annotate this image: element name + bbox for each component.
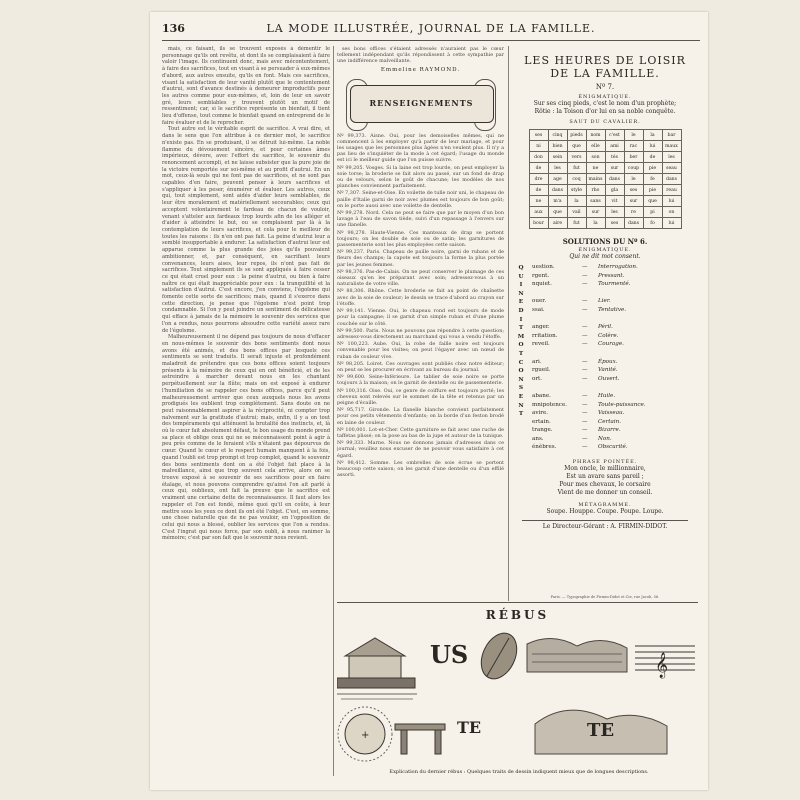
cloud-band-icon: [527, 638, 627, 672]
solution-dash: —: [582, 427, 588, 434]
knight-tour-label: SAUT DU CAVALIER.: [569, 119, 641, 125]
solution-dash: —: [582, 367, 588, 374]
phrase-line: Vient de me donner un conseil.: [557, 489, 653, 497]
answer-paragraph: Nº 7,307. Seine-et-Oise. En voilette de tulle noir uni, le chapeau de paille d'Italie garni de noir avec plumes est toujours de bon goût; on le porte aussi avec une voilette de dentelle.: [337, 190, 504, 209]
answer-paragraph: Nº 100,316. Oise. Oui, ce genre de coiffure est toujours porté; les cheveux sont relevés sur le sommet de la tête et retenus par un peigne d'écaille.: [337, 387, 504, 406]
solution-row: [512, 341, 698, 350]
rebus-caption: Explication du dernier rébus : Quelques traits de dessin indiquent mieux que de longues descriptions.: [389, 769, 649, 775]
answer-paragraph: Nº 88,306. Rhône. Cette broderie se fait au point de chaînette avec de la soie de couleur; le dessin se trace d'abord au crayon sur l'étoffe.: [337, 288, 504, 307]
grid-cell: de: [643, 152, 662, 163]
grid-cell: seau: [662, 163, 681, 174]
solution-meaning: Toute-puissance.: [598, 401, 646, 408]
acrostic-letter: E: [518, 393, 524, 400]
essay-paragraph: Malheureusement il ne dépend pas toujours de nous d'effacer en nous-mêmes le souvenir des bons sentiments dont nous avons été animés, et des bons offices par lesquels ces sentiments se sont traduits. Il serait injuste et profondément maladroit de prétendre que ces bons offices soient toujours présents à la mémoire de ceux qui en ont bénéficié, et de les astreindre à marcher devant nous en les chantant perpétuellement sur la flûte; mais on est exposé à endurer l'humiliation de se rappeler ces bons offices, parce qu'il peut malheureusement arriver que ceux auxquels nous les avons prodigués les oublient trop complètement. Sans doute on ne peut raisonnablement aspirer à la réciprocité, ni compter trop naïvement sur la gratitude d'autrui; mais, enfin, il y a on tout des tempéraments qui atténuent la brutalité des instincts, et, là où le cœur fait absolument défaut, le bon usage du monde prend sa place et oblige ceux qui ne se méconnaissent point à agir à peu près comme de le feraient s'ils n'étaient pas dépourvus de cœur. Quand le cœur et le respect humain manquent à la fois, quand l'oubli est trop prompt et trop complet, quand le souvenir des bons sentiments dont on a été l'objet fait place à la malveillance, ainsi que trop souvent cela arrive, alors on se trouve exposé à se souvenir de ses sacrifices pour en faire étalage, et nous pouvons comprendre qu'ainsi l'on ait parlé à ceux qui, oublieux, ont fait la preuve que le sacrifice est vraiment une certaine dette de reconnaissance. Il faut alors les rappeler et l'on est fondé, même quoi qu'il en coûte, à leur mettre sous les yeux ce dont ils ont été l'objet. C'est, en somme, une chose naturelle que de ne pas vouloir, en l'opposition de celui qui nous a blessé, oublier les services que l'on a rendus. C'est l'ingrat qui nous force, par son oubli, à nous ranimer la mémoire; c'est par son fait que le souvenir nous revient.: [162, 334, 330, 542]
solution-meaning: Colère.: [598, 332, 619, 339]
grid-cell: cinq: [548, 130, 567, 141]
grid-cell: pie: [643, 185, 662, 196]
grid-cell: on: [662, 207, 681, 218]
metagram-label: MÉTAGRAMME.: [578, 502, 632, 509]
solution-row: [512, 273, 698, 282]
acrostic-letter: S: [518, 385, 524, 392]
enigma-verse-1: Sur ses cinq pieds, c'est le nom d'un prophète;: [533, 100, 677, 107]
answer-paragraph: Nº 99,373. Aisne. Oui, pour les demoiselles mêmes, qui ne commencent à les employer qu'à partir de leur mariage, et pour les usages que les personnes plus âgées n'en veulent plus. Il n'y a pas lieu de s'inquiéter de la mode à cet égard; l'usage du monde est ici le meilleur guide que l'on puisse suivre.: [337, 132, 504, 164]
essay-paragraph: mais, ce faisant, ils se trouvent exposés à démentir le personnage qu'ils ont revêtu, et dont ils se complaisaient à faire valoir l'image. Ils continuent donc, mais avec mécontentement, à faire des sacrifices, tout en visant à se persuader à eux-mêmes d'abord, aux autres ensuite, qu'ils en font. Mais ces sacrifices, visant la satisfaction de leur vanité plutôt que le contentement d'autrui, sont d'avance destinés à demeurer improductifs pour les autres comme pour eux-mêmes, et, loin de leur en savoir gré, leurs semblables y trouvent plutôt un motif de ressentiment; car, si le sacrifice représente un bienfait, il tient lieu d'offense, tout comme le bienfait quand on entreprend de le faire évaluer et de le reprocher.: [162, 46, 330, 126]
acrostic-letter: N: [518, 376, 524, 383]
grid-cell: sein: [548, 152, 567, 163]
grid-cell: les: [662, 152, 681, 163]
grid-cell: coq: [567, 174, 586, 185]
grid-cell: ses: [624, 185, 643, 196]
solution-row: [512, 333, 698, 342]
solution-word: énèbres.: [532, 444, 557, 451]
grid-cell: don: [529, 152, 548, 163]
essay-paragraph: Tout autre est le véritable esprit de sacrifice. A vrai dire, et dans le sens que l'on attribue à ce dernier mot, le sacrifice n'existe pas. En se produisant, il se détruit lui-même. La noble flamme du dévouement sincère, et pour certaines âmes impérieux, dévore, avec l'effort du sacrifice, le souvenir du renoncement accompli, et ne laisse subsister que la pure joie de la victoire remportée sur soi-même et au profit d'autrui. En un mot, ceux-là seuls qui ne font pas de sacrifices, et ne sont pas capables d'en faire, peuvent penser à leurs sacrifices et s'appliquer à les peser, énumérer et évaluer. Les autres, ceux qui, tout simplement, sont aidés d'aider leurs semblables, de leur être moralement et matériellement secourables; ceux qui acceptent volontairement le fardeau de chacun de vouloir, venant s'atteler aux fardeaux trop lourds afin de les alléger et d'aider à atteindre le but, ou se complaisent par là à la contemplation de leurs sacrifices, et cela pour le meilleur de toutes les raisons : ils n'en ont pas fait. La peine d'autrui leur a semblé insupportable à endurer. La satisfaction d'autrui leur est apparue comme la plus grande des joies qu'ils pouvaient ambitionner, et, par conséquent, en sacrifiant leurs convenances, leurs aises, leur repos, ils n'ont pas fait de sacrifices. Tout simplement ils se sont appliqués à faire cesser ce qui était cruel pour eux : la peine d'autrui, ou bien à faire naître ce qui était inappréciable pour eux : la tranquillité et la satisfaction d'autrui. C'est encore, j'en conviens, l'égoïsme qui fomente cette sorte de sacrifices; mais, quand il s'exerce dans cette direction, je pense que l'égoïsme n'est point trop condamnable. Si l'on y peut joindre un sentiment de délicatesse qui efface à jamais de la mémoire le souvenir des services que l'on a rendus, nous pourrons absoudre cette variété assez rare de l'égoïsme.: [162, 126, 330, 334]
solution-meaning: Vanité.: [598, 367, 618, 374]
grid-cell: pieds: [567, 130, 586, 141]
solution-word: ort.: [532, 375, 543, 382]
grid-cell: son: [586, 152, 605, 163]
grid-cell: bour: [529, 218, 548, 229]
grid-row: [529, 174, 681, 185]
renseignements-list: [337, 133, 504, 479]
header-rule: [162, 40, 700, 41]
grid-cell: bar: [662, 130, 681, 141]
bench-icon: [395, 724, 445, 754]
solution-row: [512, 359, 698, 368]
acrostic-letter: N: [518, 290, 524, 297]
grid-cell: que: [567, 141, 586, 152]
grid-cell: tés: [605, 152, 624, 163]
loisirs-title: [512, 54, 698, 80]
solution-word: rgueil.: [532, 367, 551, 374]
solution-dash: —: [582, 401, 588, 408]
acrostic-letter: C: [518, 359, 524, 366]
grid-cell: lui: [643, 141, 662, 152]
solution-row: [512, 324, 698, 333]
solution-word: ans.: [532, 435, 544, 442]
grid-cell: pi: [643, 207, 662, 218]
raft-house-icon: [337, 638, 417, 699]
renseignements-title: RENSEIGNEMENTS: [369, 97, 474, 108]
grid-cell: ne: [586, 163, 605, 174]
solutions-label: ÉNIGMATIQUE.: [578, 247, 632, 253]
page-number: 136: [162, 22, 185, 35]
rebus-word-te-2: TE: [587, 720, 615, 741]
solution-row: [512, 281, 698, 290]
solution-dash: —: [582, 298, 588, 305]
answer-paragraph: Nº 99,600. Seine-Inférieure. Le tablier de soie noire se porte toujours à la maison; on le garnit de dentelle ou de passementerie.: [337, 374, 504, 387]
grid-cell: coup: [624, 163, 643, 174]
solution-word: anger.: [532, 324, 550, 331]
grid-cell: ses: [605, 218, 624, 229]
solution-dash: —: [582, 392, 588, 399]
solution-word: abane.: [532, 392, 551, 399]
director-name: Le Directeur-Gérant : A. FIRMIN-DIDOT.: [542, 523, 668, 531]
grid-row: [529, 196, 681, 207]
grid-cell: ber: [624, 152, 643, 163]
solution-word: reveil.: [532, 341, 550, 348]
solution-row: [512, 384, 698, 393]
grid-cell: rho: [586, 185, 605, 196]
answer-paragraph: Nº 99,278. Nord. Cela ne peut se faire que par le moyen d'un bon lavage à l'eau de savon tiède, suivi d'un repassage à l'envers sur une flanelle.: [337, 210, 504, 229]
svg-text:+: +: [361, 730, 370, 741]
grid-cell: vers: [567, 152, 586, 163]
solution-meaning: Bizarre.: [598, 427, 621, 434]
grid-row: [529, 141, 681, 152]
grid-cell: ne: [529, 196, 548, 207]
solution-meaning: Certain.: [598, 418, 622, 425]
solution-word: rritation.: [532, 332, 558, 339]
acrostic-letter: O: [518, 368, 524, 375]
phrase-line: Mon oncle, le millionnaire,: [564, 465, 646, 473]
solution-row: [512, 444, 698, 453]
grid-cell: m'a: [548, 196, 567, 207]
answer-paragraph: Nº 100,223. Aube. Oui, la robe de faille noire est toujours convenable pour les visites; on peut l'égayer avec un nœud de ruban de couleur vive.: [337, 341, 504, 360]
grid-cell: de: [529, 185, 548, 196]
grid-cell: que: [643, 196, 662, 207]
grid-cell: le: [624, 130, 643, 141]
grid-cell: de: [529, 163, 548, 174]
solution-dash: —: [582, 341, 588, 348]
enigma-verse-2: Rôtie : la Toison d'or lui en sa noble conquête.: [534, 108, 676, 115]
grid-cell: que: [548, 207, 567, 218]
grid-row: [529, 152, 681, 163]
grid-cell: sans: [586, 196, 605, 207]
rebus-drawing: [337, 624, 698, 764]
solution-row: [512, 307, 698, 316]
rebus-word-us: US: [430, 640, 469, 669]
solution-meaning: Péril.: [598, 324, 613, 331]
author-signature: Emmeline RAYMOND.: [380, 66, 461, 73]
grid-row: [529, 130, 681, 141]
solution-word: nquiet.: [532, 281, 552, 288]
grid-cell: dre: [529, 174, 548, 185]
rebus-illustration: [337, 624, 698, 764]
solution-word: ouer.: [532, 298, 547, 305]
grid-cell: elle: [586, 141, 605, 152]
solution-word: trange.: [532, 427, 553, 434]
solution-row: [512, 350, 698, 359]
acrostic-letter: T: [518, 350, 524, 357]
grid-cell: la: [643, 130, 662, 141]
solution-meaning: Interrogation.: [598, 264, 638, 270]
solution-row: [512, 410, 698, 419]
solution-row: [512, 298, 698, 307]
grid-cell: reau: [662, 185, 681, 196]
rebus-title: RÉBUS: [485, 608, 550, 622]
acrostic-letter: I: [519, 282, 523, 289]
solution-meaning: Lier.: [598, 298, 611, 305]
grid-cell: sur: [624, 196, 643, 207]
solution-dash: —: [582, 410, 588, 417]
solution-dash: —: [582, 272, 588, 279]
grid-cell: re: [624, 207, 643, 218]
solution-meaning: Ouvert.: [598, 375, 620, 382]
grid-cell: les: [548, 163, 567, 174]
rebus-rule: [337, 602, 698, 603]
solution-dash: —: [582, 444, 588, 451]
solution-meaning: Obscurité.: [598, 444, 628, 451]
answer-paragraph: Nº 100,001. Lot-et-Cher. Cette garniture se fait avec une ruche de taffetas plissé; on la pose au bas de la jupe et autour de la tunique.: [337, 426, 504, 439]
grid-cell: gla: [605, 185, 624, 196]
director-rule: [522, 520, 688, 521]
solution-dash: —: [582, 418, 588, 425]
issue-number: Nº 7.: [595, 83, 615, 91]
grid-row: [529, 207, 681, 218]
leaf-icon: [474, 627, 523, 684]
answer-paragraph: Nº 95,717. Gironde. La flanelle blanche convient parfaitement pour ces petits vêtements d'enfants; on la borde d'un feston brodé en laine de couleur.: [337, 407, 504, 426]
grid-cell: fut: [567, 163, 586, 174]
grid-cell: fut: [567, 218, 586, 229]
solution-meaning: Courage.: [598, 341, 624, 348]
solution-word: ssai.: [532, 306, 545, 313]
journal-title: LA MODE ILLUSTRÉE, JOURNAL DE LA FAMILLE.: [266, 22, 596, 35]
grid-cell: les: [605, 207, 624, 218]
solutions-list: [512, 264, 698, 453]
answer-paragraph: Nº 99,237. Paris. Chapeau de paille noire, garni de rubans et de fleurs des champs; la capote est toujours la forme la plus portée par les jeunes femmes.: [337, 249, 504, 268]
acrostic-letter: U: [518, 273, 524, 280]
grid-cell: style: [567, 185, 586, 196]
grid-cell: dans: [662, 174, 681, 185]
solution-row: [512, 427, 698, 436]
grid-cell: c'est: [605, 130, 624, 141]
sun-icon: [338, 707, 392, 761]
grid-cell: maux: [662, 141, 681, 152]
essay-column: [162, 46, 330, 776]
solution-meaning: Époux.: [598, 358, 618, 365]
grid-cell: nom: [586, 130, 605, 141]
grid-cell: ni: [529, 141, 548, 152]
knight-tour-grid: [529, 129, 682, 229]
grid-cell: pie: [643, 163, 662, 174]
answer-paragraph: Nº 99,205. Vosges. Si la laine est trop lourde, on peut employer la soie torse; la broderie se fait alors au passé, sur un fond de drap ou de velours, selon le goût de chacune; les modèles de nos planches conviennent parfaitement.: [337, 164, 504, 190]
solution-row: [512, 393, 698, 402]
grid-row: [529, 185, 681, 196]
solution-dash: —: [582, 306, 588, 313]
acrostic-letter: T: [518, 325, 524, 332]
grid-cell: dans: [605, 174, 624, 185]
printer-line: Paris. — Typographie de Firmin-Didot et Cie, rue Jacob, 56.: [550, 595, 660, 599]
phrase-label: PHRASE POINTÉE.: [572, 459, 638, 466]
rebus-word-te: TE: [457, 718, 482, 737]
grid-cell: fe: [643, 174, 662, 185]
acrostic-letter: E: [518, 299, 524, 306]
solution-meaning: Non.: [598, 435, 612, 442]
solution-row: [512, 316, 698, 325]
solution-word: mnipotence.: [532, 401, 568, 408]
solution-dash: —: [582, 375, 588, 382]
renseignements-column: [337, 46, 504, 591]
grid-row: [529, 163, 681, 174]
acrostic-letter: T: [518, 411, 524, 418]
grid-cell: sur: [605, 163, 624, 174]
grid-cell: sur: [586, 207, 605, 218]
enigma-label: ÉNIGMATIQUE.: [578, 94, 632, 100]
acrostic-letter: Q: [518, 265, 524, 271]
renseignements-banner: [350, 85, 494, 123]
newspaper-page: [150, 12, 708, 790]
solution-dash: —: [582, 332, 588, 339]
essay-conclusion: ses bons offices s'étaient adressés n'auraient pas le cœur tellement indépendant qu'ils répondissent à cette sympathie par une indifférence malveillante.: [337, 46, 504, 65]
solution-word: uestion.: [532, 264, 555, 270]
solution-row: [512, 264, 698, 273]
loisirs-column: [512, 46, 698, 606]
solution-word: rgent.: [532, 272, 550, 279]
solution-meaning: Huile.: [598, 392, 616, 399]
solution-row: [512, 367, 698, 376]
grid-cell: vit: [605, 196, 624, 207]
grid-cell: fo: [643, 218, 662, 229]
grid-cell: lui: [662, 218, 681, 229]
answer-paragraph: Nº 99,500. Paris. Nous ne pouvons pas répondre à cette question; adressez-vous directement au marchand qui vous a vendu l'étoffe.: [337, 327, 504, 340]
solution-row: [512, 419, 698, 428]
page-header: [162, 22, 700, 38]
solutions-subtitle: Qui ne dit mot consent.: [569, 253, 641, 260]
renseignements-ornament: [346, 79, 496, 129]
grid-cell: aire: [548, 218, 567, 229]
solution-word: ari.: [532, 358, 542, 365]
grid-cell: ami: [605, 141, 624, 152]
grid-row: [529, 218, 681, 229]
grid-cell: aux: [529, 207, 548, 218]
solution-meaning: Vaisseau.: [598, 410, 625, 417]
answer-paragraph: Nº 99,333. Marne. Nous ne donnons jamais d'adresses dans ce journal; veuillez nous excuser de ne pouvoir vous satisfaire à cet égard.: [337, 440, 504, 459]
grid-cell: vail: [567, 207, 586, 218]
solution-row: [512, 376, 698, 385]
phrase-line: Est un avare sans pareil ;: [566, 473, 644, 481]
grid-cell: rac: [624, 141, 643, 152]
solution-dash: —: [582, 264, 588, 270]
column-divider: [333, 46, 334, 776]
solutions-title: SOLUTIONS DU Nº 6.: [562, 237, 648, 246]
column-divider: [508, 46, 509, 601]
solution-dash: —: [582, 435, 588, 442]
solution-word: avire.: [532, 410, 549, 417]
phrase-line: Pour mes chevaux, le corsaire: [559, 481, 651, 489]
grid-cell: dans: [624, 218, 643, 229]
acrostic-letter: O: [518, 342, 524, 349]
music-staff-icon: [635, 646, 695, 678]
answer-paragraph: Nº 98,278. Haute-Vienne. Ces manteaux de drap se portent toujours; on les double de soie ou de satin; les garnitures de passementerie sont les plus employées cette saison.: [337, 229, 504, 249]
answer-paragraph: Nº 98,205. Loiret. Ces ouvrages sont publiés chez notre éditeur; on peut se les procurer en écrivant au bureau du journal.: [337, 360, 504, 373]
solution-row: [512, 402, 698, 411]
grid-cell: age: [548, 174, 567, 185]
grid-cell: mains: [586, 174, 605, 185]
solution-row: [512, 290, 698, 299]
solution-word: ertain.: [532, 418, 551, 425]
solution-dash: —: [582, 281, 588, 288]
svg-text:𝄞: 𝄞: [655, 653, 669, 678]
solution-meaning: Tourmenté.: [598, 281, 631, 288]
metagram-answer: Soupe. Houppe. Coupe. Poupe. Loupe.: [546, 508, 664, 516]
loisirs-title-line2: DE LA FAMILLE.: [550, 67, 660, 80]
answer-paragraph: Nº 98,412. Somme. Les ombrelles de soie écrue se portent beaucoup cette saison; on les garnit d'une dentelle ou d'un effilé assorti.: [337, 459, 504, 479]
acrostic-letter: M: [517, 333, 525, 340]
answer-paragraph: Nº 98,376. Pas-de-Calais. On ne peut conserver le plumage de ces oiseaux qu'en les préparant avec soin; adressez-vous à un naturaliste de votre ville.: [337, 268, 504, 288]
solution-dash: —: [582, 324, 588, 331]
grid-cell: la: [567, 196, 586, 207]
solution-meaning: Tentative.: [598, 306, 627, 313]
grid-cell: le: [624, 174, 643, 185]
grid-cell: lui: [662, 196, 681, 207]
grid-cell: dans: [548, 185, 567, 196]
grid-cell: ses: [529, 130, 548, 141]
solution-meaning: Pressant.: [598, 272, 625, 279]
grid-cell: la: [586, 218, 605, 229]
loisirs-title-line1: LES HEURES DE LOISIR: [524, 54, 686, 67]
acrostic-letter: N: [518, 402, 524, 409]
solution-dash: —: [582, 358, 588, 365]
grid-cell: bien: [548, 141, 567, 152]
acrostic-letter: I: [519, 316, 523, 323]
acrostic-letter: D: [518, 307, 524, 314]
answer-paragraph: Nº 99,141. Vienne. Oui, le chapeau rond est toujours de mode pour la campagne; il se garnit d'un simple ruban et d'une plume couchée sur le côté.: [337, 308, 504, 327]
